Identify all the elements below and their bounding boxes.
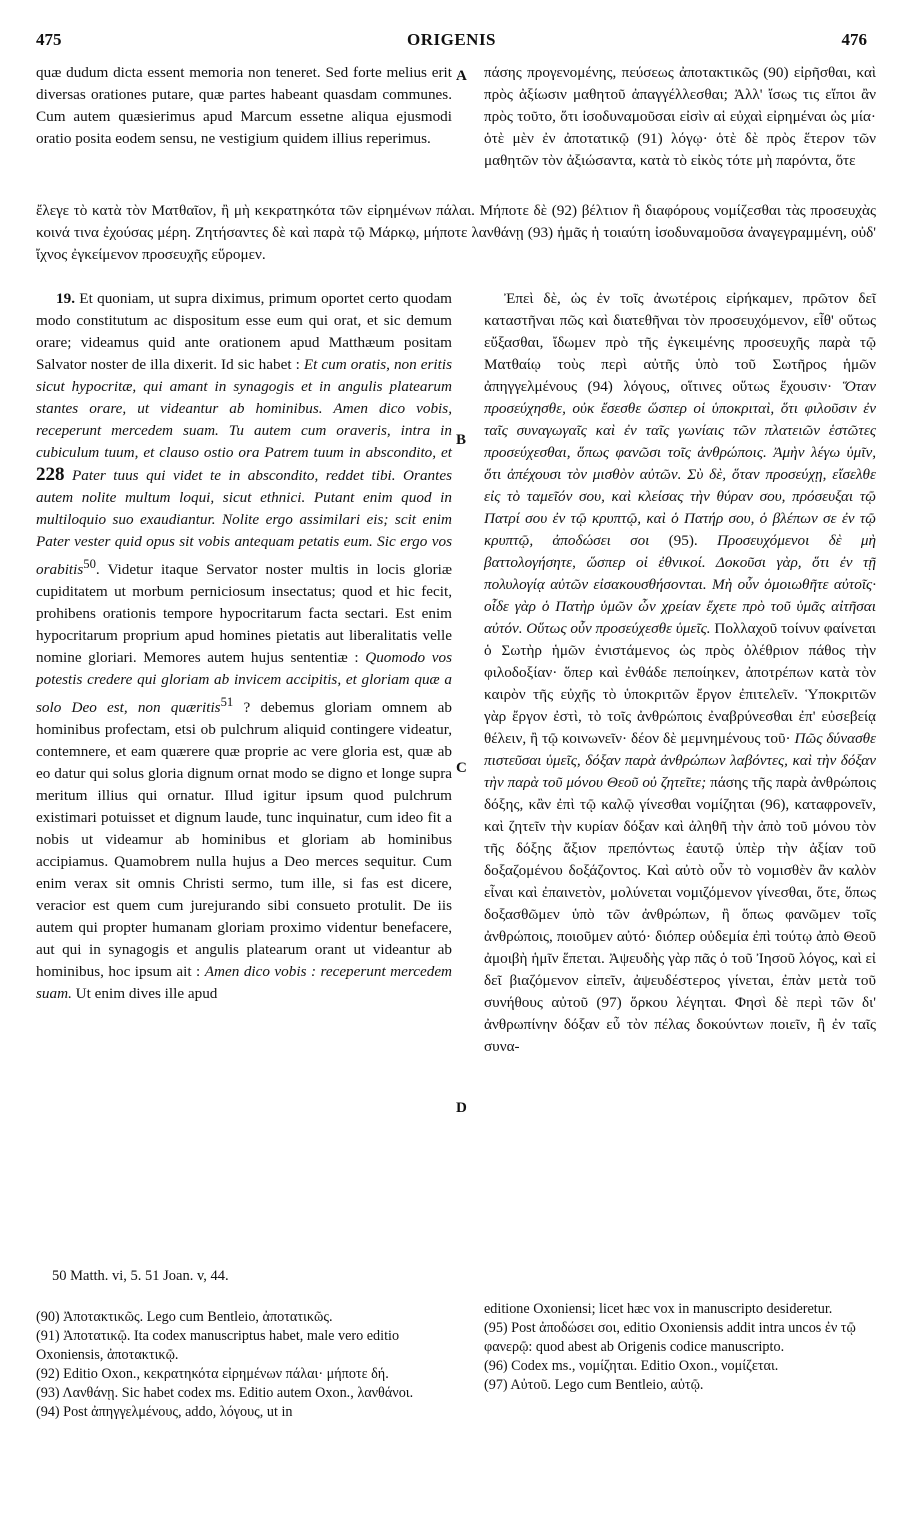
greek-scripture-quote: Πῶς δύνασθε πιστεῦσαι ὑμεῖς, δόξαν παρὰ ἀνθρώπων λαβόντες, καὶ τὴν δόξαν τὴν παρὰ τοῦ μόνου Θεοῦ οὐ ζητεῖτε; [484,730,877,791]
scripture-ref-marker: 50 [83,557,96,571]
footnote: (90) Ἀποτακτικῶς. Lego cum Bentleio, ἀποτατικῶς. [36,1309,333,1325]
scripture-references: 50 Matth. vi, 5. 51 Joan. v, 44. [52,1268,229,1284]
latin-text: ? debemus gloriam omnem ab hominibus profectam, etsi ob pulchrum aliquid contingere videatur, contemnere, et eam quærere quæ proprie ac vere gloria est, quæ ab eo datur qui solus gloria dignum ornat modo se digno et longe supra meritum illius qui ornatur. Illud igitur ipsum quod pulchrum existimari potuisset et dignum laude, tunc inquinatur, cum ideo fit a nobis ut videamur ab hominibus et gloriam ab hominibus accipiamus. Quamobrem nulla hujus a Deo merces sequitur. Cum enim verax sit omnis Christi sermo, tum ille, si fas est dicere, veracior est quem cum jurejurando sibi consueto protulit. De iis autem qui propter humanam gloriam proximo videntur benefacere, aut qui in synagogis et angulis platearum orant ut videantur ab hominibus, hoc ipsum ait : [36,699,453,981]
latin-column-top [36,62,452,150]
latin-scripture-quote: Et cum oratis, non eritis sicut hypocritæ, qui amant in synagogis et in angulis platearum stantes orare, ut videantur ab hominibus. Amen dico vobis, receperunt mercedem suam. Tu autem cum oraveris, intra in cubiculum tuum, et clauso ostio ora Patrem tuum in abscondito, et [36,356,452,461]
note-marker: (95). [668,532,698,549]
right-page-number: 476 [841,30,867,49]
margin-letter-b: B [456,432,467,448]
footnote: (95) Post ἀποδώσει σοι, editio Oxoniensis addit intra uncos ἐν τῷ φανερῷ: quod abest ab Origenis codice manuscripto. [484,1320,856,1355]
footnote: (93) Λανθάνῃ. Sic habet codex ms. Editio autem Oxon., λανθάνοι. [36,1385,414,1401]
footnote: (97) Αὐτοῦ. Lego cum Bentleio, αὑτῷ. [484,1377,704,1393]
margin-letter-d: D [456,1100,467,1116]
footnote: (91) Ἀποτατικῷ. Ita codex manuscriptus habet, male vero editio Oxoniensis, ἀποτακτικῷ. [36,1328,400,1363]
latin-section-19 [36,288,452,1005]
greek-paragraph: πάσης προγενομένης, πεύσεως ἀποτακτικῶς (90) εἰρῆσθαι, καὶ πρὸς ἀξίωσιν μαθητοῦ ἀπαγγέλλεσθαι; Ἀλλ' ἴσως τις εἴποι ἂν πρὸς τοῦτο, ὅτι ἰσοδυναμοῦσαι εἰσὶν αἱ εὐχαὶ εἰρημέναι ὡς μία· ὁτὲ μὲν ἐν ἀποτατικῷ (91) λόγῳ· ὁτὲ δὲ πρὸς ἕτερον τῶν μαθητῶν τὸν ἀξιώσαντα, κατὰ τὸ εἰκὸς τότε μὴ παρόντα, ὅτε [484,64,876,169]
latin-scripture-quote: Quomodo vos potestis credere qui gloriam ab invicem accipitis, et gloriam quæ a solo Deo est, non quæritis [36,649,453,717]
greek-full-width-passage [36,200,876,266]
latin-paragraph: quæ dudum dicta essent memoria non teneret. Sed forte melius erit diversas orationes putare, quæ partes habeant quasdam communes. Cum autem quæsierimus apud Marcum essetne aliqua ejusmodi oratio posita eodem sensu, ne vestigium quidem illius reperimus. [36,64,452,147]
scripture-ref-marker: 51 [220,695,234,710]
running-title: ORIGENIS [406,30,497,49]
latin-scripture-quote: Amen dico vobis : receperunt mercedem suam. [36,963,453,1003]
margin-letter-a: A [456,68,467,84]
section-number: 19. [56,290,75,307]
footnote: (92) Editio Oxon., κεκρατηκότα εἰρημένων πάλαι· μήποτε δή. [36,1366,389,1382]
footnotes-left [36,1308,452,1422]
margin-letter-c: C [456,760,467,776]
greek-section [484,288,876,1058]
footnotes-right [484,1300,876,1395]
footnote: (94) Post ἀπηγγελμένους, addo, λόγους, ut in [36,1404,293,1420]
latin-text: Et quoniam, ut supra diximus, primum oportet certo quodam modo constitutum ac dispositum esse eum qui orat, et sic demum orare; videamus quid ante orationem apud Matthæum positam Salvator noster de illa dixerit. Id sic habet : [36,290,452,373]
greek-text: Ἐπεὶ δὲ, ὡς ἐν τοῖς ἀνωτέροις εἰρήκαμεν, πρῶτον δεῖ καταστῆναι πῶς καὶ διατεθῆναι τὸν προσευχόμενον, εἶθ' οὕτως εὔξασθαι, ἴδωμεν πρὸ τῆς ἐγκειμένης προσευχῆς παρὰ τῷ Ματθαίῳ τοὺς περὶ αὐτῆς ὑπὸ τοῦ Σωτῆρος ἡμῶν ἀπηγγελμένους (94) λόγους, οἵτινες οὕτως ἔχουσιν· [484,290,876,395]
greek-span-text: ἔλεγε τὸ κατὰ τὸν Ματθαῖον, ἢ μὴ κεκρατηκότα τῶν εἰρημένων πάλαι. Μήποτε δὲ (92) βέλτιον ἢ διαφόρους νομίζεσθαι τὰς προσευχὰς κοινά τινα ἐχούσας μέρη. Ζητήσαντες δὲ καὶ παρὰ τῷ Μάρκῳ, μήποτε λανθάνῃ (93) ἡμᾶς ἡ τοιαύτη ἰσοδυναμοῦσα ἀναγεγραμμένη, οὐδ' ἴχνος ἐγκείμενον προσευχῆς εὕρομεν. [36,202,876,263]
greek-text: πάσης τῆς παρὰ ἀνθρώποις δόξης, κἂν ἐπὶ τῷ καλῷ γίνεσθαι νομίζηται (96), καταφρονεῖν, καὶ ζητεῖν τὴν κυρίαν δόξαν καὶ ἀληθῆ τὴν ἀπὸ τοῦ μόνου τὸν τῆς δόξης ἄξιον πρεπόντως ἑαυτῷ ὑπὲρ τὴν ἀξίαν τοῦ δοξαζομένου δοξάζοντος. Καὶ αὐτὸ οὖν τὸ νομισθὲν ἂν καλὸν εἶναι καὶ ἐπαινετὸν, μολύνεται νομιζόμενον γίνεσθαι, ὅτε, ὅπως δοξασθῶμεν ὑπὸ τῶν ἀνθρώπων, ἢ ὅπως φανῶμεν τοῖς ἀνθρώποις, ποιοῦμεν αὐτό· διόπερ οὐδεμία ἐπὶ τούτῳ ἀπὸ Θεοῦ ἀμοιβὴ ἡμῖν ἕπεται. Ἀψευδὴς γὰρ πᾶς ὁ τοῦ Ἰησοῦ λόγος, καὶ εἰ δεῖ βιαζόμενον εἰπεῖν, ἀψευδέστερος γίνεται, ἐπὰν μετὰ τοῦ συνήθους αὐτοῦ (97) ὅρκου λέγηται. Φησὶ δὲ περὶ τῶν δι' ἀνθρωπίνην δόξαν εὖ τὸν πέλας δοκούντων ποιεῖν, ἢ ἐν ταῖς συνα- [484,774,877,1055]
column-number: 228 [36,464,65,485]
greek-scripture-quote: Ὅταν προσεύχησθε, οὐκ ἔσεσθε ὥσπερ οἱ ὑποκριταὶ, ὅτι φιλοῦσιν ἐν ταῖς συναγωγαῖς καὶ ἐν ταῖς γωνίαις τῶν πλατειῶν ἑστῶτες προσεύχεσθαι, ὅπως φανῶσι τοῖς ἀνθρώποις. Ἀμὴν λέγω ὑμῖν, ὅτι ἀπέχουσι τὸν μισθὸν αὐτῶν. Σὺ δὲ, ὅταν προσεύχῃ, εἴσελθε εἰς τὸ ταμεῖόν σου, καὶ κλείσας τὴν θύραν σου, πρόσευξαι τῷ Πατρί σου ἐν τῷ κρυπτῷ, καὶ ὁ Πατήρ σου, ὁ βλέπων σε ἐν τῷ κρυπτῷ, ἀποδώσει σοι [484,378,876,549]
latin-text: . Videtur itaque Servator noster multis in locis gloriæ cupiditatem ut morbum perniciosum insectatus; quod et hic fecit, prohibens orationis tempore hypocritarum facta sectari. Est enim hypocritarum proprium apud homines pietatis aut liberalitatis velle nomine gloriari. Memores autem hujus sententiæ : [36,561,452,667]
greek-column-top [484,62,876,172]
latin-column-main [36,288,452,1005]
greek-scripture-quote: Προσευχόμενοι δὲ μὴ βαττολογήσητε, ὥσπερ οἱ ἐθνικοί. Δοκοῦσι γὰρ, ὅτι ἐν τῇ πολυλογίᾳ αὐτῶν εἰσακουσθήσονται. Μὴ οὖν ὁμοιωθῆτε αὐτοῖς· οἶδε γὰρ ὁ Πατὴρ ὑμῶν ὧν χρείαν ἔχετε πρὸ τοῦ ὑμᾶς αἰτῆσαι αὐτόν. Οὕτως οὖν προσεύχεσθε ὑμεῖς. [484,532,876,637]
latin-text: Ut enim dives ille apud [75,985,218,1003]
footnote: editione Oxoniensi; licet hæc vox in manuscripto desideretur. [484,1301,833,1317]
footnote: (96) Codex ms., νομίζηται. Editio Oxon., νομίζεται. [484,1358,779,1374]
greek-column-main [484,288,876,1058]
latin-scripture-quote: Pater tuus qui videt te in abscondito, reddet tibi. Orantes autem nolite multum loqui, sicut ethnici. Putant enim quod in multiloquio suo exaudiantur. Nolite ergo assimilari eis; scit enim Pater vester quid opus sit vobis antequam petatis eum. Sic ergo vos orabitis [36,467,452,579]
greek-text: Πολλαχοῦ τοίνυν φαίνεται ὁ Σωτὴρ ἡμῶν ἐνιστάμενος ὡς πρὸς ὀλέθριον πάθος τὴν φιλοδοξίαν· ὅπερ καὶ ἐνθάδε πεποίηκεν, ἀποτρέπων κατὰ τὸν καιρὸν τῆς εὐχῆς τὸ ὑποκριτῶν ἔργον ἐπιτελεῖν. Ὑποκριτῶν γὰρ ἔργον ἐστὶ, τὸ τοῖς ἀνθρώποις ἐναβρύνεσθαι ἐπ' εὐσεβείᾳ θέλειν, ἢ τῷ κοινωνεῖν· δέον δὲ μεμνημένους τοῦ· [484,620,876,747]
left-page-number: 475 [36,30,62,49]
